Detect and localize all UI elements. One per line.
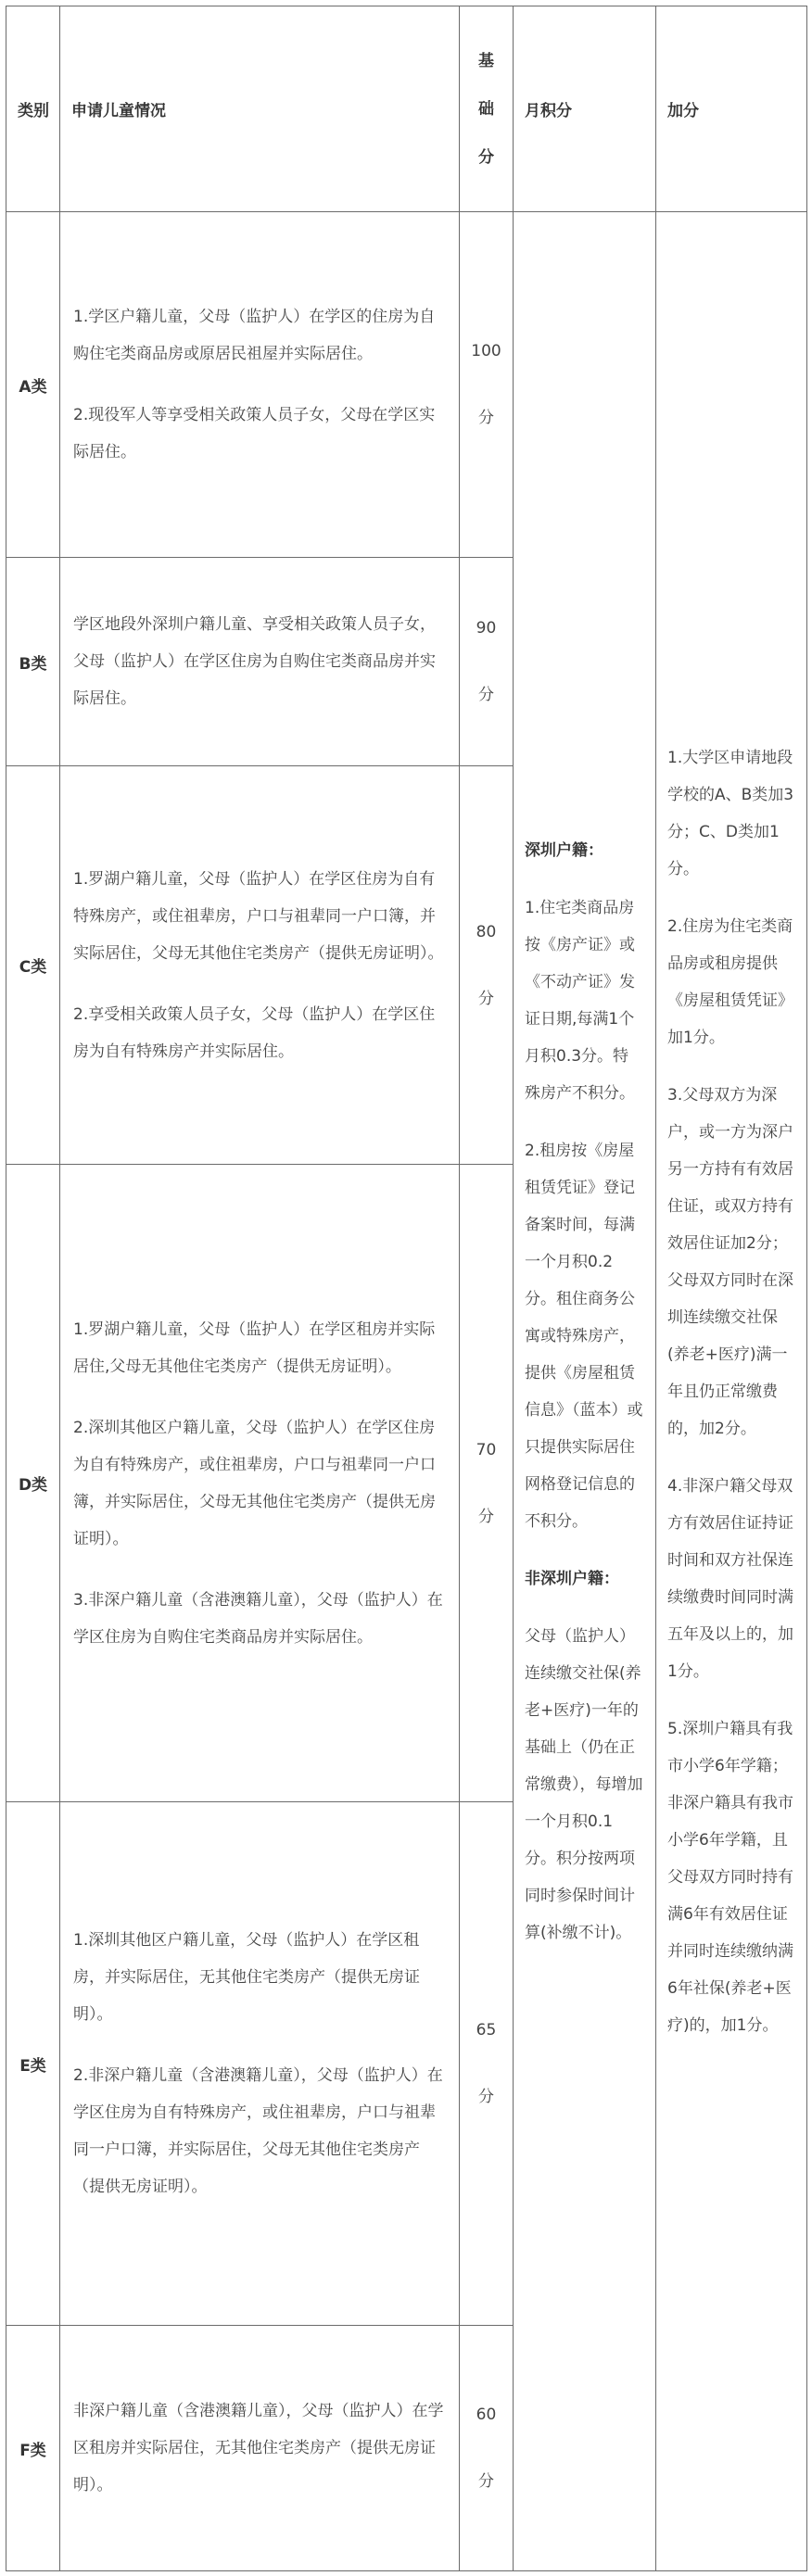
base-points-cell: 90 分 [460,558,514,766]
category-cell: B类 [6,558,60,766]
header-base-points: 基 础 分 [460,6,514,212]
base-points-cell: 70 分 [460,1165,514,1802]
category-cell: D类 [6,1165,60,1802]
header-row [6,6,807,212]
bonus-points-cell: 1.大学区申请地段学校的A、B类加3分；C、D类加1分。 2.住房为住宅类商品房或租房提供《房屋租赁凭证》加1分。 3.父母双方为深户，或一方为深户另一方持有有效居住证，或双方持有效居住证加2分；父母双方同时在深圳连续缴交社保(养老+医疗)满一年且仍正常缴费的，加2分。 4.非深户籍父母双方有效居住证持证时间和双方社保连续缴费时间同时满五年及以上的，加1分。 5.深圳户籍具有我市小学6年学籍；非深户籍具有我市小学6年学籍，且父母双方同时持有满6年有效居住证并同时连续缴纳满6年社保(养老+医疗)的，加1分。 [656,212,807,2571]
admission-points-table [6,6,807,2571]
situation-cell: 非深户籍儿童（含港澳籍儿童），父母（监护人）在学区租房并实际居住，无其他住宅类房产（提供无房证明）。 [60,2326,460,2571]
header-monthly-points: 月积分 [514,6,656,212]
base-points-cell: 65 分 [460,1802,514,2326]
base-points-cell: 80 分 [460,766,514,1165]
category-cell: E类 [6,1802,60,2326]
category-cell: C类 [6,766,60,1165]
header-category: 类别 [6,6,60,212]
category-cell: F类 [6,2326,60,2571]
base-points-cell: 60 分 [460,2326,514,2571]
situation-cell: 1.罗湖户籍儿童，父母（监护人）在学区住房为自有特殊房产，或住祖辈房，户口与祖辈同一户口簿，并实际居住，父母无其他住宅类房产（提供无房证明）。 2.享受相关政策人员子女，父母（监护人）在学区住房为自有特殊房产并实际居住。 [60,766,460,1165]
header-bonus-points: 加分 [656,6,807,212]
situation-cell: 学区地段外深圳户籍儿童、享受相关政策人员子女，父母（监护人）在学区住房为自购住宅类商品房并实际居住。 [60,558,460,766]
situation-cell: 1.学区户籍儿童，父母（监护人）在学区的住房为自购住宅类商品房或原居民祖屋并实际居住。 2.现役军人等享受相关政策人员子女，父母在学区实际居住。 [60,212,460,558]
situation-cell: 1.深圳其他区户籍儿童，父母（监护人）在学区租房，并实际居住，无其他住宅类房产（提供无房证明）。 2.非深户籍儿童（含港澳籍儿童），父母（监护人）在学区住房为自有特殊房产，或住祖辈房，户口与祖辈同一户口簿，并实际居住，父母无其他住宅类房产（提供无房证明）。 [60,1802,460,2326]
base-points-cell: 100 分 [460,212,514,558]
header-situation: 申请儿童情况 [60,6,460,212]
situation-cell: 1.罗湖户籍儿童，父母（监护人）在学区租房并实际居住,父母无其他住宅类房产（提供无房证明）。 2.深圳其他区户籍儿童，父母（监护人）在学区住房为自有特殊房产，或住祖辈房，户口与祖辈同一户口簿，并实际居住，父母无其他住宅类房产（提供无房证明）。 3.非深户籍儿童（含港澳籍儿童），父母（监护人）在学区住房为自购住宅类商品房并实际居住。 [60,1165,460,1802]
monthly-points-cell: 深圳户籍： 1.住宅类商品房按《房产证》或《不动产证》发证日期,每满1个月积0.3分。特殊房产不积分。 2.租房按《房屋租赁凭证》登记备案时间，每满一个月积0.2分。租住商务公寓或特殊房产，提供《房屋租赁信息》（蓝本）或只提供实际居住网格登记信息的不积分。 非深圳户籍： 父母（监护人）连续缴交社保(养老+医疗)一年的基础上（仍在正常缴费），每增加一个月积0.1分。积分按两项同时参保时间计算(补缴不计)。 [514,212,656,2571]
category-cell: A类 [6,212,60,558]
table-row [6,212,807,558]
